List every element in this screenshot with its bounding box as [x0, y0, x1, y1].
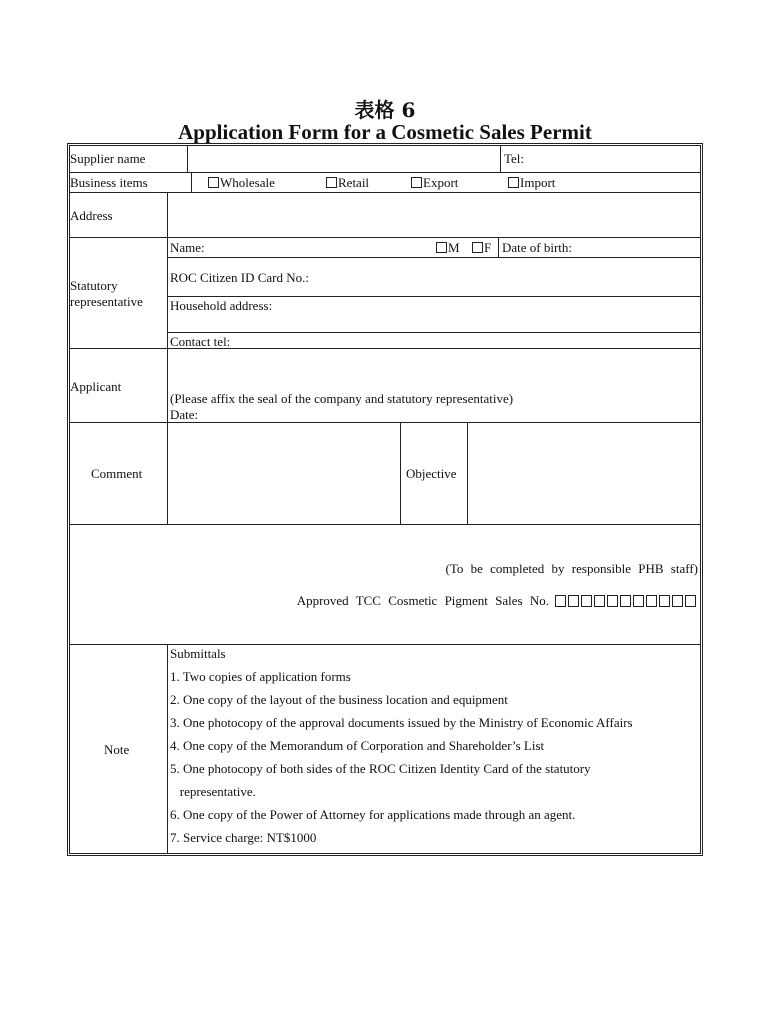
row-divider [167, 257, 700, 258]
row-divider [167, 296, 700, 297]
checkbox-icon[interactable] [326, 177, 337, 188]
tel-label: Tel: [504, 151, 525, 166]
submittal-item: 1. Two copies of application forms [170, 669, 351, 684]
col-divider [467, 422, 468, 524]
col-divider [191, 172, 192, 192]
checkbox-icon[interactable] [508, 177, 519, 188]
submittal-item: 2. One copy of the layout of the business location and equipment [170, 692, 508, 707]
col-divider [167, 192, 168, 524]
objective-label: Objective [406, 466, 457, 481]
contact-tel-label: Contact tel: [170, 334, 231, 349]
id-card-label: ROC Citizen ID Card No.: [170, 270, 310, 285]
gender-f-option[interactable]: F [472, 240, 491, 255]
row-divider [70, 524, 700, 525]
note-label: Note [104, 742, 130, 757]
checkbox-icon[interactable] [411, 177, 422, 188]
household-address-label: Household address: [170, 298, 273, 313]
submittal-item: 3. One photocopy of the approval documents issued by the Ministry of Economic Affairs [170, 715, 633, 730]
checkbox-icon[interactable] [472, 242, 483, 253]
date-label: Date: [170, 407, 199, 422]
address-label: Address [70, 208, 113, 223]
submittal-item: 7. Service charge: NT$1000 [170, 830, 317, 845]
approved-number-row [297, 593, 698, 608]
applicant-label: Applicant [70, 379, 122, 394]
statutory-label-2: representative [70, 294, 143, 309]
col-divider [167, 644, 168, 853]
business-items-label: Business items [70, 175, 148, 190]
comment-label: Comment [91, 466, 143, 481]
submittals-title: Submittals [170, 646, 226, 661]
option-import[interactable]: Import [508, 175, 555, 190]
submittal-item: 6. One copy of the Power of Attorney for applications made through an agent. [170, 807, 576, 822]
row-divider [167, 332, 700, 333]
statutory-label: Statutory [70, 278, 118, 293]
approved-number-label: Approved TCC Cosmetic Pigment Sales No. [296, 593, 549, 608]
phb-staff-note: (To be completed by responsible PHB staff) [445, 561, 698, 576]
row-divider [70, 644, 700, 645]
name-label: Name: [170, 240, 205, 255]
submittal-item: representative. [170, 784, 256, 799]
application-form [67, 143, 703, 856]
gender-m-option[interactable]: M [436, 240, 460, 255]
col-divider [187, 146, 188, 172]
row-divider [70, 422, 700, 423]
submittal-item: 4. One copy of the Memorandum of Corporation and Shareholder’s List [170, 738, 545, 753]
row-divider [70, 348, 700, 349]
row-divider [70, 192, 700, 193]
row-divider [70, 172, 700, 173]
col-divider [400, 422, 401, 524]
number-boxes[interactable] [555, 595, 698, 607]
checkbox-icon[interactable] [208, 177, 219, 188]
row-divider [70, 237, 700, 238]
checkbox-icon[interactable] [436, 242, 447, 253]
date-of-birth-label: Date of birth: [502, 240, 573, 255]
col-divider [500, 146, 501, 172]
col-divider [498, 237, 499, 257]
supplier-name-label: Supplier name [70, 151, 146, 166]
option-wholesale[interactable]: Wholesale [208, 175, 275, 190]
form-title: Application Form for a Cosmetic Sales Permit [178, 120, 592, 144]
option-export[interactable]: Export [411, 175, 458, 190]
submittal-item: 5. One photocopy of both sides of the ROC Citizen Identity Card of the statutory [170, 761, 591, 776]
seal-note: (Please affix the seal of the company and statutory representative) [170, 391, 514, 406]
form-number: 表格 6 [354, 98, 416, 122]
option-retail[interactable]: Retail [326, 175, 369, 190]
